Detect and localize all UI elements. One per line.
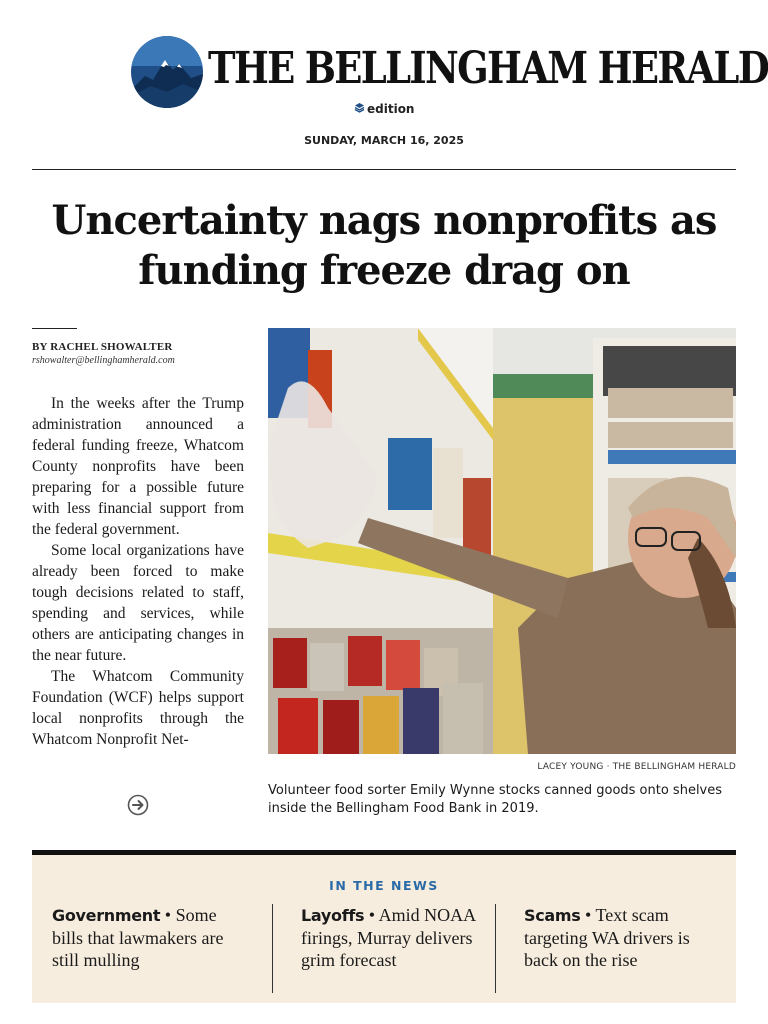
arrow-right-circle-icon[interactable] — [127, 794, 149, 816]
issue-date: SUNDAY, MARCH 16, 2025 — [304, 134, 464, 147]
mountain-logo-icon[interactable] — [131, 36, 203, 108]
byline-divider — [32, 328, 77, 329]
byline: BY RACHEL SHOWALTER — [32, 341, 173, 353]
news-text: Some bills that lawmakers are still mulling — [52, 905, 224, 970]
news-item-scams[interactable]: Scams • Text scam targeting WA drivers is back on the rise — [524, 905, 690, 970]
news-text: Text scam targeting WA drivers is back on the rise — [524, 905, 690, 970]
photo-credit: LACEY YOUNG · THE BELLINGHAM HERALD — [537, 762, 736, 772]
news-text: Amid NOAA firings, Murray delivers grim forecast — [301, 905, 476, 970]
divider — [32, 169, 736, 170]
layers-icon — [354, 102, 365, 116]
edition-text: edition — [367, 102, 415, 116]
article-body — [32, 393, 244, 793]
paper-name[interactable]: THE BELLINGHAM HERALD — [208, 43, 768, 94]
in-the-news-label: IN THE NEWS — [329, 878, 439, 893]
article-headline[interactable]: Uncertainty nags nonprofits as funding freeze drag on — [51, 197, 717, 294]
in-the-news-box — [32, 850, 736, 1003]
masthead — [0, 30, 768, 120]
news-category: Scams — [524, 906, 581, 925]
article-paragraph: Some local organizations have already been forced to make tough decisions related to staff, spending and services, while others are anticipating changes in the near future. — [32, 542, 244, 664]
news-category: Layoffs — [301, 906, 365, 925]
article-photo[interactable] — [268, 328, 736, 754]
news-item-government[interactable]: Government • Some bills that lawmakers are still mulling — [52, 905, 224, 970]
author-email[interactable]: rshowalter@bellinghamherald.com — [32, 355, 175, 366]
news-divider — [495, 904, 496, 993]
photo-caption: Volunteer food sorter Emily Wynne stocks canned goods onto shelves inside the Bellingham Food Bank in 2019. — [268, 783, 723, 816]
news-item-layoffs[interactable]: Layoffs • Amid NOAA firings, Murray delivers grim forecast — [301, 905, 476, 970]
edition-label — [354, 101, 414, 117]
news-divider — [272, 904, 273, 993]
news-category: Government — [52, 906, 161, 925]
article-paragraph: In the weeks after the Trump administration announced a federal funding freeze, Whatcom County nonprofits have been preparing for a possible future with less financial support from the federal government. — [32, 395, 244, 538]
article-paragraph: The Whatcom Community Foundation (WCF) helps support local nonprofits through the Whatcom Nonprofit Net- — [32, 668, 244, 748]
